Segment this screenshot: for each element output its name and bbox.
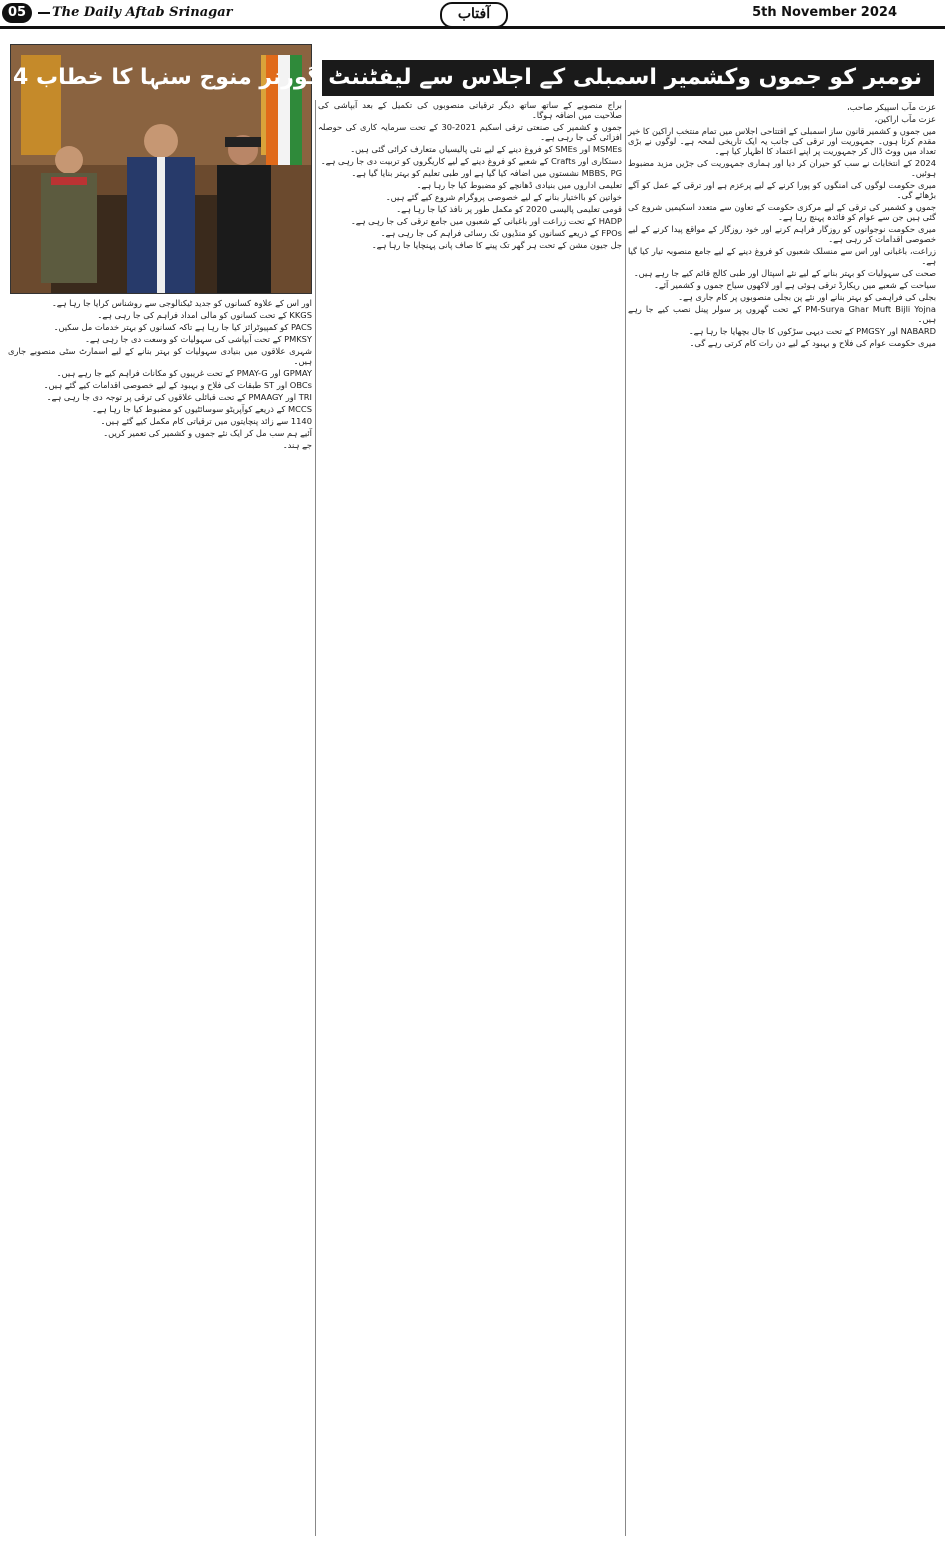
paragraph: GPMAY اور PMAY-G کے تحت غریبوں کو مکانات فراہم کیے جا رہے ہیں۔ xyxy=(56,368,312,378)
article-signoff: جے ہند۔ xyxy=(282,440,312,450)
paragraph: دستکاری اور Crafts کے شعبے کو فروغ دینے کے لیے کاریگروں کو تربیت دی جا رہی ہے۔ xyxy=(320,156,622,166)
paragraph: عزت مآب اراکین، xyxy=(874,114,936,124)
issue-date: 5th November 2024 xyxy=(752,5,897,20)
paragraph: FPOs کے ذریعے کسانوں کو منڈیوں تک رسائی فراہم کی جا رہی ہے۔ xyxy=(380,228,622,238)
paragraph: جموں و کشمیر کی ترقی کے لیے مرکزی حکومت کے تعاون سے متعدد اسکیمیں شروع کی گئی ہیں جن سے عوام کو فائدہ پہنچ رہا ہے۔ xyxy=(628,202,936,222)
paragraph: جل جیون مشن کے تحت ہر گھر تک پینے کا صاف پانی پہنچایا جا رہا ہے۔ xyxy=(371,240,622,250)
publication-name xyxy=(36,5,232,20)
paragraph: تعلیمی اداروں میں بنیادی ڈھانچے کو مضبوط کیا جا رہا ہے۔ xyxy=(416,180,622,190)
paragraph: HADP کے تحت زراعت اور باغبانی کے شعبوں میں جامع ترقی کی جا رہی ہے۔ xyxy=(350,216,622,226)
paragraph: PACS کو کمپیوٹرائز کیا جا رہا ہے تاکہ کسانوں کو بہتر خدمات مل سکیں۔ xyxy=(53,322,312,332)
page-header xyxy=(0,0,945,26)
paragraph: TRI اور PMAAGY کے تحت قبائلی علاقوں کی ترقی پر توجہ دی جا رہی ہے۔ xyxy=(46,392,312,402)
paragraph: اور اس کے علاوہ کسانوں کو جدید ٹیکنالوجی سے روشناس کرایا جا رہا ہے۔ xyxy=(51,298,312,308)
paragraph: میں جموں و کشمیر قانون ساز اسمبلی کے افتتاحی اجلاس میں تمام منتخب اراکین کا خیر مقدم کرتا ہوں۔ جمہوریت اور ترقی کی جانب یہ ایک تاریخی لمحہ ہے۔ لوگوں نے بڑی تعداد میں ووٹ ڈال کر جمہوریت پر اپنے اعتماد کا اظہار کیا ہے۔ xyxy=(628,126,936,156)
paragraph: عزت مآب اسپیکر صاحب، xyxy=(847,102,936,112)
paragraph: 1140 سے زائد پنچایتوں میں ترقیاتی کام مکمل کیے گئے ہیں۔ xyxy=(100,416,312,426)
page-number: 05 xyxy=(2,3,32,23)
paragraph: جموں و کشمیر کی صنعتی ترقی اسکیم 2021-30 کے تحت سرمایہ کاری کی حوصلہ افزائی کی جا رہی ہے۔ xyxy=(318,122,622,142)
paragraph: قومی تعلیمی پالیسی 2020 کو مکمل طور پر نافذ کیا جا رہا ہے۔ xyxy=(396,204,622,214)
paragraph: میری حکومت لوگوں کی امنگوں کو پورا کرنے کے لیے پرعزم ہے اور ترقی کے عمل کو آگے بڑھائے گی۔ xyxy=(628,180,936,200)
header-rule xyxy=(0,26,945,29)
paragraph: میری حکومت عوام کی فلاح و بہبود کے لیے دن رات کام کرتی رہے گی۔ xyxy=(689,338,936,348)
paragraph: MCCS کے ذریعے کوآپریٹو سوسائٹیوں کو مضبوط کیا جا رہا ہے۔ xyxy=(92,404,312,414)
paragraph: بجلی کی فراہمی کو بہتر بنانے اور نئے پن بجلی منصوبوں پر کام جاری ہے۔ xyxy=(678,292,936,302)
article-column-right xyxy=(628,102,936,1538)
paragraph: NABARD اور PMGSY کے تحت دیہی سڑکوں کا جال بچھایا جا رہا ہے۔ xyxy=(688,326,936,336)
column-divider xyxy=(315,100,316,1536)
paragraph: آئیے ہم سب مل کر ایک نئے جموں و کشمیر کی تعمیر کریں۔ xyxy=(103,428,312,438)
paragraph: MSMEs اور SMEs کو فروغ دینے کے لیے نئی پالیسیاں متعارف کرائی گئی ہیں۔ xyxy=(350,144,622,154)
paragraph: MBBS, PG نشستوں میں اضافہ کیا گیا ہے اور طبی تعلیم کو بہتر بنایا گیا ہے۔ xyxy=(351,168,622,178)
publication-title: The Daily Aftab Srinagar xyxy=(52,5,233,20)
paragraph: OBCs اور ST طبقات کی فلاح و بہبود کے لیے خصوصی اقدامات کیے گئے ہیں۔ xyxy=(43,380,312,390)
paragraph: PMKSY کے تحت آبپاشی کی سہولیات کو وسعت دی جا رہی ہے۔ xyxy=(85,334,312,344)
paragraph: KKGS کے تحت کسانوں کو مالی امداد فراہم کی جا رہی ہے۔ xyxy=(97,310,312,320)
paragraph: زراعت، باغبانی اور اس سے منسلک شعبوں کو فروغ دینے کے لیے جامع منصوبہ تیار کیا گیا ہے۔ xyxy=(628,246,936,266)
paragraph: خواتین کو بااختیار بنانے کے لیے خصوصی پروگرام شروع کیے گئے ہیں۔ xyxy=(385,192,622,202)
paragraph: صحت کی سہولیات کو بہتر بنانے کے لیے نئے اسپتال اور طبی کالج قائم کیے جا رہے ہیں۔ xyxy=(633,268,936,278)
headline: نومبر کو جموں وکشمیر اسمبلی کے اجلاس سے لیفٹننٹ گورنر منوج سنہا کا خطاب 4 xyxy=(322,60,934,96)
divider xyxy=(38,12,50,14)
article-column-left xyxy=(8,298,312,1536)
paragraph: میری حکومت نوجوانوں کو روزگار فراہم کرنے اور خود روزگار کے مواقع پیدا کرنے کے لیے خصوصی اقدامات کر رہی ہے۔ xyxy=(628,224,936,244)
paragraph: 2024 کے انتخابات نے سب کو حیران کر دیا اور ہماری جمہوریت کی جڑیں مزید مضبوط ہوئیں۔ xyxy=(628,158,936,178)
article-column-middle xyxy=(318,100,622,1536)
column-divider xyxy=(625,100,626,1536)
paragraph: براج منصوبے کے ساتھ ساتھ دیگر ترقیاتی منصوبوں کی تکمیل کے بعد آبپاشی کی صلاحیت میں اضافہ ہوگا۔ xyxy=(318,100,622,120)
paragraph: PM-Surya Ghar Muft Bijli Yojna کے تحت گھروں پر سولر پینل نصب کیے جا رہے ہیں۔ xyxy=(628,304,936,324)
masthead-logo: آفتاب xyxy=(440,2,508,28)
paragraph: شہری علاقوں میں بنیادی سہولیات کو بہتر بنانے کے لیے اسمارٹ سٹی منصوبے جاری ہیں۔ xyxy=(8,346,312,366)
paragraph: سیاحت کے شعبے میں ریکارڈ ترقی ہوئی ہے اور لاکھوں سیاح جموں و کشمیر آئے۔ xyxy=(654,280,936,290)
